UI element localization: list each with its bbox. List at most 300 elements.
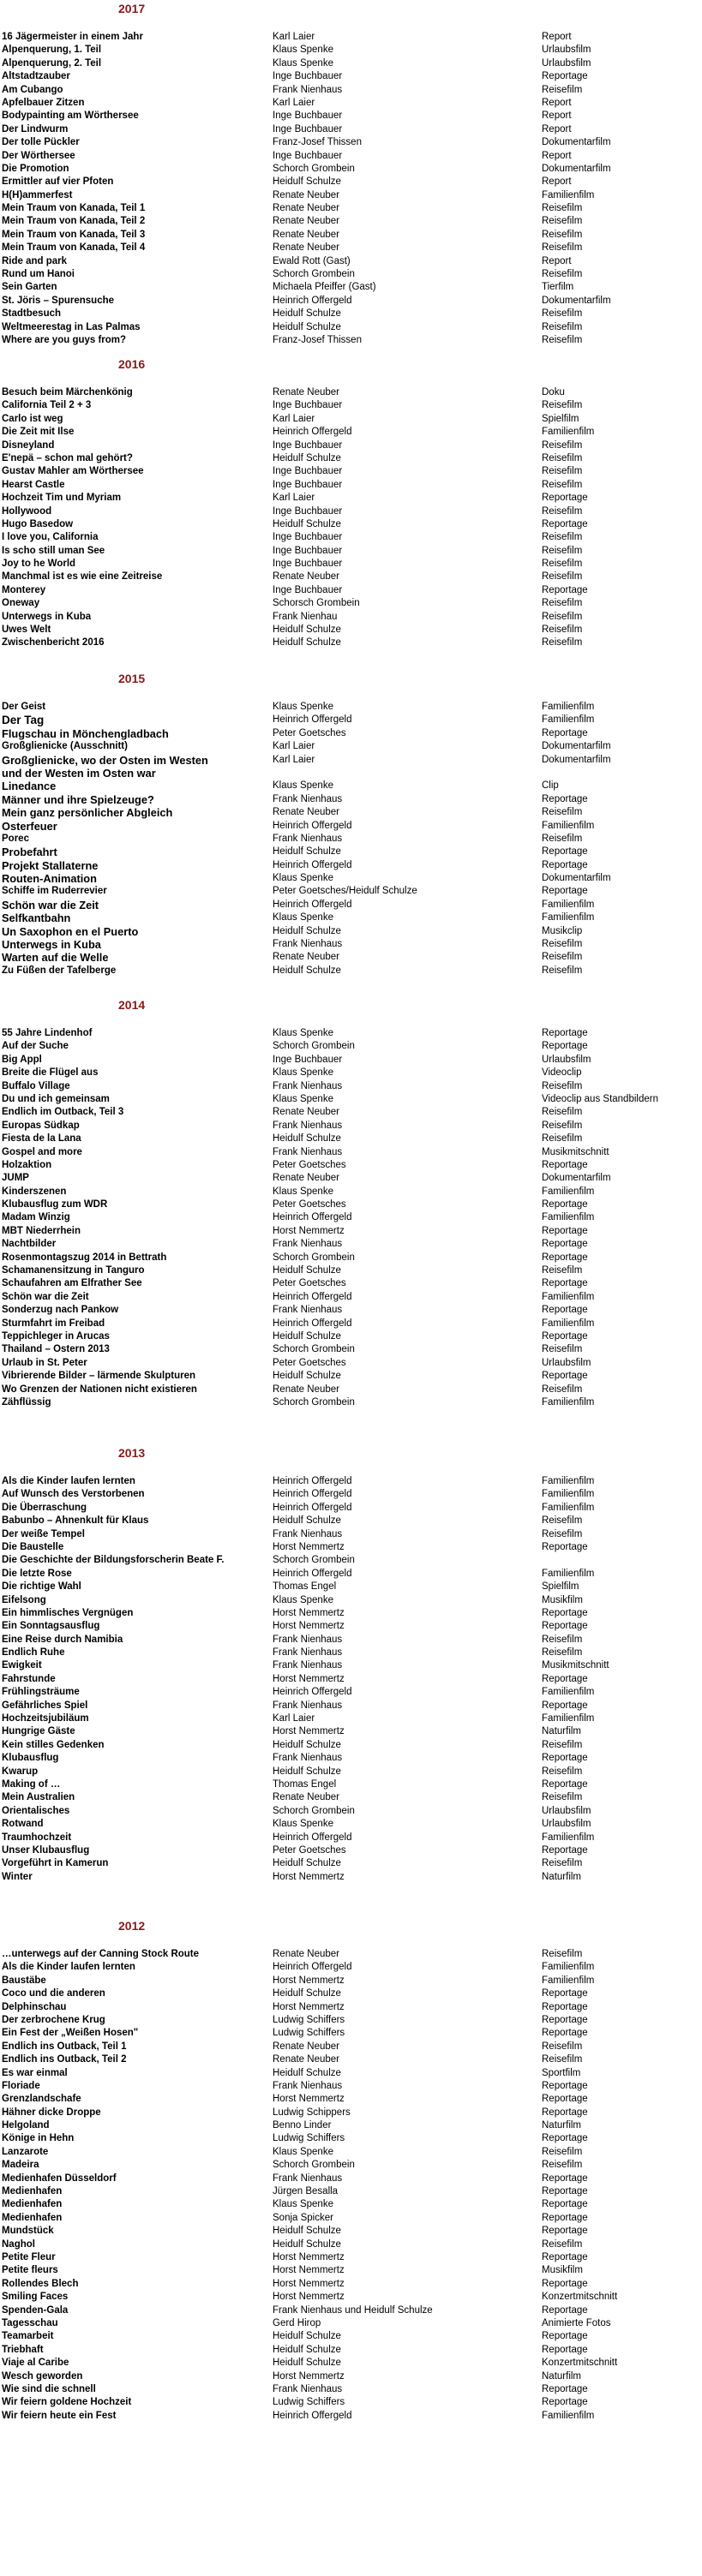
film-genre: Reportage bbox=[542, 71, 588, 82]
film-author: Heinrich Offergeld bbox=[273, 1489, 352, 1500]
film-title: Madam Winzig bbox=[2, 1212, 70, 1223]
film-genre: Animierte Fotos bbox=[542, 2317, 611, 2328]
film-genre: Reisefilm bbox=[542, 452, 583, 463]
film-title: Projekt Stallaterne bbox=[2, 858, 99, 872]
film-author: Horst Nemmertz bbox=[273, 1975, 345, 1986]
film-entry-row bbox=[0, 281, 702, 294]
film-genre: Reisefilm bbox=[542, 84, 583, 95]
film-title: Apfelbauer Zitzen bbox=[2, 97, 85, 108]
film-title: Flugschau in Mönchengladbach bbox=[2, 726, 169, 740]
film-author: Heidulf Schulze bbox=[273, 637, 341, 648]
film-genre: Reisefilm bbox=[542, 1528, 583, 1539]
film-entry-row bbox=[0, 1778, 702, 1791]
film-entry-row bbox=[0, 1725, 702, 1738]
film-entry-row bbox=[0, 1568, 702, 1581]
film-entry-row bbox=[0, 1475, 702, 1488]
film-genre: Reisefilm bbox=[542, 1634, 583, 1645]
film-genre: Reportage bbox=[542, 1159, 588, 1170]
film-author: Heidulf Schulze bbox=[273, 846, 341, 858]
film-title: Frühlingsträume bbox=[2, 1687, 80, 1698]
film-author: Frank Nienhaus bbox=[273, 939, 343, 950]
year-heading: 2013 bbox=[118, 1446, 146, 1460]
film-title: Die Überraschung bbox=[2, 1502, 87, 1513]
film-author: Peter Goetsches bbox=[273, 1159, 346, 1170]
film-title: Hochzeitsjubiläum bbox=[2, 1713, 89, 1724]
film-genre: Reisefilm bbox=[542, 571, 583, 583]
film-title: Traumhochzeit bbox=[2, 1832, 72, 1843]
film-author: Klaus Spenke bbox=[273, 57, 333, 69]
film-title: Smiling Faces bbox=[2, 2292, 69, 2303]
film-title: Oneway bbox=[2, 598, 40, 609]
film-title: Stadtbesuch bbox=[2, 308, 62, 320]
film-author: Inge Buchbauer bbox=[273, 439, 343, 451]
film-entry-row bbox=[0, 1739, 702, 1752]
film-entry-row bbox=[0, 1198, 702, 1211]
film-author: Frank Nienhau bbox=[273, 611, 338, 622]
film-genre: Konzertmitschnitt bbox=[542, 2292, 618, 2303]
film-author: Renate Neuber bbox=[273, 952, 339, 963]
film-genre: Reportage bbox=[542, 2186, 588, 2197]
film-genre: Reportage bbox=[542, 1700, 588, 1711]
film-genre: Dokumentarfilm bbox=[542, 873, 611, 884]
film-author: Gerd Hirop bbox=[273, 2317, 321, 2328]
film-entry-row bbox=[0, 1357, 702, 1370]
film-genre: Reportage bbox=[542, 1753, 588, 1764]
film-author: Heidulf Schulze bbox=[273, 452, 341, 463]
film-title: Du und ich gemeinsam bbox=[2, 1093, 110, 1104]
film-entry-row bbox=[0, 399, 702, 412]
film-title: Endlich ins Outback, Teil 2 bbox=[2, 2054, 127, 2065]
film-entry-row bbox=[0, 1541, 702, 1554]
film-author: Horst Nemmertz bbox=[273, 1871, 345, 1882]
year-heading: 2016 bbox=[118, 357, 146, 371]
film-entry-row bbox=[0, 97, 702, 110]
film-author: Horst Nemmertz bbox=[273, 2278, 345, 2289]
film-title: Sein Garten bbox=[2, 282, 57, 293]
film-title: St. Jöris – Spurensuche bbox=[2, 295, 115, 306]
film-genre: Reportage bbox=[542, 2028, 588, 2039]
film-entry-row bbox=[0, 754, 702, 767]
film-title: Ewigkeit bbox=[2, 1660, 42, 1671]
film-author: Frank Nienhaus bbox=[273, 1660, 343, 1671]
film-entry-row bbox=[0, 624, 702, 637]
film-author: Peter Goetsches bbox=[273, 727, 346, 738]
film-genre: Familienfilm bbox=[542, 1318, 595, 1329]
film-entry-row bbox=[0, 2383, 702, 2396]
film-entry-row bbox=[0, 2146, 702, 2159]
film-entry-row bbox=[0, 1080, 702, 1093]
film-title: MBT Niederrhein bbox=[2, 1225, 81, 1236]
film-title: Hungrige Gäste bbox=[2, 1726, 75, 1737]
film-title: E'nepä – schon mal gehört? bbox=[2, 452, 133, 463]
film-entry-row bbox=[0, 846, 702, 858]
film-entry-row bbox=[0, 2251, 702, 2264]
film-genre: Reisefilm bbox=[542, 2160, 583, 2171]
film-title: Der Lindwurm bbox=[2, 123, 69, 134]
film-author: Horst Nemmertz bbox=[273, 2251, 345, 2262]
film-title: Zwischenbericht 2016 bbox=[2, 637, 105, 648]
film-entry-row bbox=[0, 2132, 702, 2145]
film-title: Triebhaft bbox=[2, 2344, 44, 2355]
film-entry-row bbox=[0, 1277, 702, 1290]
film-entry-row bbox=[0, 176, 702, 188]
film-author: Frank Nienhaus und Heidulf Schulze bbox=[273, 2304, 433, 2316]
film-entry-row bbox=[0, 1146, 702, 1159]
film-author: Karl Laier bbox=[273, 741, 315, 752]
film-author: Renate Neuber bbox=[273, 571, 339, 583]
film-title: Winter bbox=[2, 1871, 33, 1882]
film-author: Heinrich Offergeld bbox=[273, 859, 352, 870]
film-title: Uwes Welt bbox=[2, 625, 51, 636]
film-author: Karl Laier bbox=[273, 493, 315, 504]
film-author: Karl Laier bbox=[273, 32, 315, 42]
film-genre: Reportage bbox=[542, 1225, 588, 1236]
film-entry-row bbox=[0, 150, 702, 163]
film-genre: Reisefilm bbox=[542, 611, 583, 622]
film-entry-row bbox=[0, 1343, 702, 1356]
film-genre: Familienfilm bbox=[542, 714, 595, 726]
film-entry-row bbox=[0, 321, 702, 334]
film-entry-row bbox=[0, 951, 702, 964]
film-author: Inge Buchbauer bbox=[273, 466, 343, 477]
film-entry-row bbox=[0, 531, 702, 544]
film-author: Horst Nemmertz bbox=[273, 1225, 345, 1236]
film-entry-row bbox=[0, 925, 702, 938]
film-entry-row bbox=[0, 1647, 702, 1659]
film-entry-row bbox=[0, 1172, 702, 1185]
film-genre: Urlaubsfilm bbox=[542, 57, 591, 69]
film-entry-row bbox=[0, 1318, 702, 1330]
film-title: Viaje al Caribe bbox=[2, 2358, 69, 2369]
film-genre: Reisefilm bbox=[542, 1265, 583, 1276]
film-entry-row bbox=[0, 2173, 702, 2185]
film-genre: Naturfilm bbox=[542, 1871, 582, 1882]
film-title: Ein Fest der „Weißen Hosen" bbox=[2, 2028, 139, 2039]
film-title: Ein himmlisches Vergnügen bbox=[2, 1607, 134, 1618]
film-entry-row bbox=[0, 780, 702, 792]
film-author: Heidulf Schulze bbox=[273, 1858, 341, 1869]
film-entry-row bbox=[0, 386, 702, 399]
film-author: Heinrich Offergeld bbox=[273, 1832, 352, 1843]
film-entry-row bbox=[0, 2225, 702, 2238]
film-entry-row bbox=[0, 2212, 702, 2225]
film-author: Inge Buchbauer bbox=[273, 123, 343, 134]
film-entry-row bbox=[0, 1093, 702, 1106]
film-author: Frank Nienhaus bbox=[273, 1700, 343, 1711]
film-genre: Reportage bbox=[542, 1371, 588, 1382]
film-author: Horst Nemmertz bbox=[273, 1621, 345, 1632]
film-author: Renate Neuber bbox=[273, 229, 339, 240]
film-entry-row bbox=[0, 505, 702, 518]
film-entry-row bbox=[0, 558, 702, 571]
film-genre: Reportage bbox=[542, 2094, 588, 2105]
film-author: Renate Neuber bbox=[273, 1107, 339, 1118]
film-title: Endlich Ruhe bbox=[2, 1647, 65, 1659]
film-author: Heinrich Offergeld bbox=[273, 2410, 352, 2421]
film-title: Medienhafen bbox=[2, 2199, 63, 2210]
film-author: Heinrich Offergeld bbox=[273, 820, 352, 831]
film-entry-row bbox=[0, 2330, 702, 2343]
film-genre: Familienfilm bbox=[542, 1975, 595, 1986]
film-entry-row bbox=[0, 1659, 702, 1672]
film-genre: Dokumentarfilm bbox=[542, 163, 611, 174]
film-genre: Reportage bbox=[542, 793, 588, 804]
film-author: Frank Nienhaus bbox=[273, 1305, 343, 1316]
film-entries bbox=[0, 1948, 702, 2423]
film-author: Horst Nemmertz bbox=[273, 1607, 345, 1618]
film-genre: Familienfilm bbox=[542, 1476, 595, 1486]
film-title: Mein Australien bbox=[2, 1792, 75, 1803]
film-entry-row bbox=[0, 1673, 702, 1686]
film-title: …unterwegs auf der Canning Stock Route bbox=[2, 1949, 200, 1959]
film-genre: Reportage bbox=[542, 1239, 588, 1250]
film-entries bbox=[0, 701, 702, 977]
film-author: Schorch Grombein bbox=[273, 269, 355, 280]
film-entry-row bbox=[0, 1594, 702, 1607]
film-author: Frank Nienhaus bbox=[273, 793, 343, 804]
film-entry-row bbox=[0, 57, 702, 70]
film-genre: Reportage bbox=[542, 2080, 588, 2091]
film-title: Männer und ihre Spielzeuge? bbox=[2, 792, 154, 806]
film-title: und der Westen im Osten war bbox=[2, 766, 156, 780]
film-title: Der Tag bbox=[2, 714, 45, 727]
film-title: Alpenquerung, 2. Teil bbox=[2, 57, 102, 69]
film-genre: Reisefilm bbox=[542, 833, 583, 844]
film-author: Ludwig Schiffers bbox=[273, 2014, 345, 2025]
film-title: Die Baustelle bbox=[2, 1541, 64, 1552]
film-title: Holzaktion bbox=[2, 1159, 52, 1170]
film-author: Heidulf Schulze bbox=[273, 965, 341, 976]
film-title: Altstadtzauber bbox=[2, 71, 70, 82]
film-genre: Reportage bbox=[542, 1278, 588, 1289]
film-author: Klaus Spenke bbox=[273, 45, 333, 56]
film-genre: Reisefilm bbox=[542, 466, 583, 477]
film-entry-row bbox=[0, 452, 702, 465]
film-author: Frank Nienhaus bbox=[273, 84, 343, 95]
film-entry-row bbox=[0, 833, 702, 846]
film-author: Benno Linder bbox=[273, 2120, 332, 2131]
film-author: Heidulf Schulze bbox=[273, 518, 341, 529]
film-entry-row bbox=[0, 1067, 702, 1079]
film-genre: Reisefilm bbox=[542, 1120, 583, 1131]
film-genre: Reportage bbox=[542, 2133, 588, 2144]
film-author: Heidulf Schulze bbox=[273, 1988, 341, 1999]
film-genre: Dokumentarfilm bbox=[542, 295, 611, 306]
film-author: Klaus Spenke bbox=[273, 1186, 333, 1197]
film-genre: Reisefilm bbox=[542, 1133, 583, 1145]
film-title: Un Saxophon en el Puerto bbox=[2, 924, 139, 938]
film-genre: Reportage bbox=[542, 2212, 588, 2223]
film-author: Renate Neuber bbox=[273, 387, 339, 397]
film-title: JUMP bbox=[2, 1173, 29, 1184]
film-title: Linedance bbox=[2, 780, 57, 793]
film-genre: Report bbox=[542, 255, 572, 266]
film-genre: Familienfilm bbox=[542, 1212, 595, 1223]
film-entry-row bbox=[0, 334, 702, 347]
film-genre: Urlaubsfilm bbox=[542, 45, 591, 56]
film-author: Frank Nienhaus bbox=[273, 1146, 343, 1157]
film-title: Medienhafen Düsseldorf bbox=[2, 2173, 117, 2184]
film-author: Renate Neuber bbox=[273, 203, 339, 214]
film-title: Kinderszenen bbox=[2, 1186, 67, 1197]
film-entry-row bbox=[0, 31, 702, 44]
film-author: Inge Buchbauer bbox=[273, 479, 343, 490]
film-entry-row bbox=[0, 439, 702, 452]
film-author: Thomas Engel bbox=[273, 1778, 337, 1790]
film-title: Vorgeführt in Kamerun bbox=[2, 1858, 109, 1869]
film-genre: Reisefilm bbox=[542, 1515, 583, 1527]
film-author: Peter Goetsches bbox=[273, 1844, 346, 1856]
film-author: Franz-Josef Thissen bbox=[273, 137, 362, 148]
film-genre: Dokumentarfilm bbox=[542, 137, 611, 148]
film-author: Frank Nienhaus bbox=[273, 833, 343, 844]
film-author: Karl Laier bbox=[273, 1713, 315, 1724]
film-title: Fahrstunde bbox=[2, 1673, 56, 1684]
film-entry-row bbox=[0, 1304, 702, 1317]
film-genre: Reportage bbox=[542, 846, 588, 858]
film-entry-row bbox=[0, 911, 702, 924]
film-title: Probefahrt bbox=[2, 846, 57, 859]
film-author: Renate Neuber bbox=[273, 242, 339, 254]
film-entry-row bbox=[0, 70, 702, 83]
film-title: Sonderzug nach Pankow bbox=[2, 1305, 119, 1316]
film-author: Heidulf Schulze bbox=[273, 2067, 341, 2078]
film-author: Heinrich Offergeld bbox=[273, 1687, 352, 1698]
film-author: Klaus Spenke bbox=[273, 780, 333, 792]
film-entry-row bbox=[0, 740, 702, 753]
film-entry-row bbox=[0, 1225, 702, 1238]
film-entry-row bbox=[0, 1712, 702, 1725]
film-entry-row bbox=[0, 2264, 702, 2277]
film-title: Manchmal ist es wie eine Zeitreise bbox=[2, 571, 163, 583]
film-author: Renate Neuber bbox=[273, 807, 339, 818]
film-title: Teppichleger in Arucas bbox=[2, 1330, 110, 1342]
film-genre: Reisefilm bbox=[542, 242, 583, 254]
film-title: Hähner dicke Droppe bbox=[2, 2107, 101, 2118]
film-title: Big Appl bbox=[2, 1054, 42, 1065]
film-entry-row bbox=[0, 255, 702, 268]
film-title: Madeira bbox=[2, 2160, 39, 2171]
film-genre: Reisefilm bbox=[542, 952, 583, 963]
film-author: Heinrich Offergeld bbox=[273, 1212, 352, 1223]
film-entry-row bbox=[0, 2159, 702, 2172]
film-title: Der Geist bbox=[2, 702, 46, 712]
year-heading: 2014 bbox=[118, 998, 146, 1012]
film-genre: Videoclip aus Standbildern bbox=[542, 1093, 658, 1104]
film-author: Renate Neuber bbox=[273, 189, 339, 200]
film-genre: Spielfilm bbox=[542, 413, 579, 424]
film-author: Heinrich Offergeld bbox=[273, 1962, 352, 1973]
film-entry-row bbox=[0, 2370, 702, 2383]
film-entry-row bbox=[0, 1106, 702, 1119]
film-genre: Familienfilm bbox=[542, 820, 595, 831]
film-title: Routen-Animation bbox=[2, 872, 97, 886]
film-genre: Reisefilm bbox=[542, 308, 583, 320]
film-title: Tagesschau bbox=[2, 2317, 58, 2328]
film-title: Wie sind die schnell bbox=[2, 2383, 96, 2394]
film-title: Zu Füßen der Tafelberge bbox=[2, 965, 117, 976]
film-author: Klaus Spenke bbox=[273, 1067, 333, 1079]
film-genre: Tierfilm bbox=[542, 282, 574, 293]
film-genre: Reisefilm bbox=[542, 1766, 583, 1777]
film-genre: Reportage bbox=[542, 2397, 588, 2408]
film-title: Der tolle Pückler bbox=[2, 137, 80, 148]
film-author: Schorch Grombein bbox=[273, 1805, 355, 1816]
film-author: Inge Buchbauer bbox=[273, 505, 343, 517]
film-entry-row bbox=[0, 1396, 702, 1409]
film-genre: Naturfilm bbox=[542, 2120, 582, 2131]
film-genre: Spielfilm bbox=[542, 1581, 579, 1593]
film-author: Peter Goetsches bbox=[273, 1278, 346, 1289]
film-genre: Familienfilm bbox=[542, 1396, 595, 1408]
film-genre: Doku bbox=[542, 387, 565, 397]
film-entry-row bbox=[0, 2304, 702, 2317]
film-genre: Reisefilm bbox=[542, 1080, 583, 1091]
film-author: Karl Laier bbox=[273, 97, 315, 108]
film-entry-row bbox=[0, 2344, 702, 2357]
film-genre: Reisefilm bbox=[542, 203, 583, 214]
film-author: Heidulf Schulze bbox=[273, 321, 341, 332]
film-author: Heidulf Schulze bbox=[273, 1515, 341, 1527]
film-entry-row bbox=[0, 1961, 702, 1974]
film-title: Breite die Flügel aus bbox=[2, 1067, 99, 1079]
film-entry-row bbox=[0, 2119, 702, 2132]
film-entry-row bbox=[0, 110, 702, 123]
film-title: Hochzeit Tim und Myriam bbox=[2, 493, 122, 504]
film-genre: Reportage bbox=[542, 1541, 588, 1552]
film-title: Endlich im Outback, Teil 3 bbox=[2, 1107, 124, 1118]
film-title: Carlo ist weg bbox=[2, 413, 63, 424]
film-title: Mundstück bbox=[2, 2226, 54, 2237]
film-title: Grenzlandschafe bbox=[2, 2094, 81, 2105]
film-title: Hearst Castle bbox=[2, 479, 65, 490]
film-title: Unterwegs in Kuba bbox=[2, 938, 101, 952]
film-entry-row bbox=[0, 518, 702, 531]
film-title: Floriade bbox=[2, 2080, 40, 2091]
film-entry-row bbox=[0, 1133, 702, 1145]
film-title: Thailand – Ostern 2013 bbox=[2, 1344, 110, 1355]
film-author: Schorsch Grombein bbox=[273, 598, 360, 609]
film-author: Heidulf Schulze bbox=[273, 2358, 341, 2369]
film-title: Schamanensitzung in Tanguro bbox=[2, 1265, 145, 1276]
film-author: Heinrich Offergeld bbox=[273, 1476, 352, 1486]
film-entry-row bbox=[0, 202, 702, 215]
film-entry-row bbox=[0, 1515, 702, 1527]
film-author: Schorch Grombein bbox=[273, 1252, 355, 1263]
film-entry-row bbox=[0, 1370, 702, 1383]
film-entry-row bbox=[0, 1987, 702, 2000]
film-title: Hollywood bbox=[2, 505, 52, 517]
film-author: Schorch Grombein bbox=[273, 1555, 355, 1566]
film-title: Eine Reise durch Namibia bbox=[2, 1634, 123, 1645]
film-genre: Reportage bbox=[542, 493, 588, 504]
film-genre: Reisefilm bbox=[542, 229, 583, 240]
film-entry-row bbox=[0, 2041, 702, 2053]
film-title: Kein stilles Gedenken bbox=[2, 1739, 105, 1750]
film-author: Inge Buchbauer bbox=[273, 111, 343, 122]
film-author: Heidulf Schulze bbox=[273, 1330, 341, 1342]
film-author: Horst Nemmertz bbox=[273, 1541, 345, 1552]
film-title: Disneyland bbox=[2, 439, 55, 451]
film-entries bbox=[0, 1027, 702, 1409]
film-author: Heidulf Schulze bbox=[273, 1265, 341, 1276]
film-entry-row bbox=[0, 1120, 702, 1133]
film-title: Teamarbeit bbox=[2, 2331, 54, 2342]
film-entry-row bbox=[0, 479, 702, 492]
film-entry-row bbox=[0, 1027, 702, 1040]
film-entry-row bbox=[0, 938, 702, 951]
film-title: Gustav Mahler am Wörthersee bbox=[2, 466, 144, 477]
